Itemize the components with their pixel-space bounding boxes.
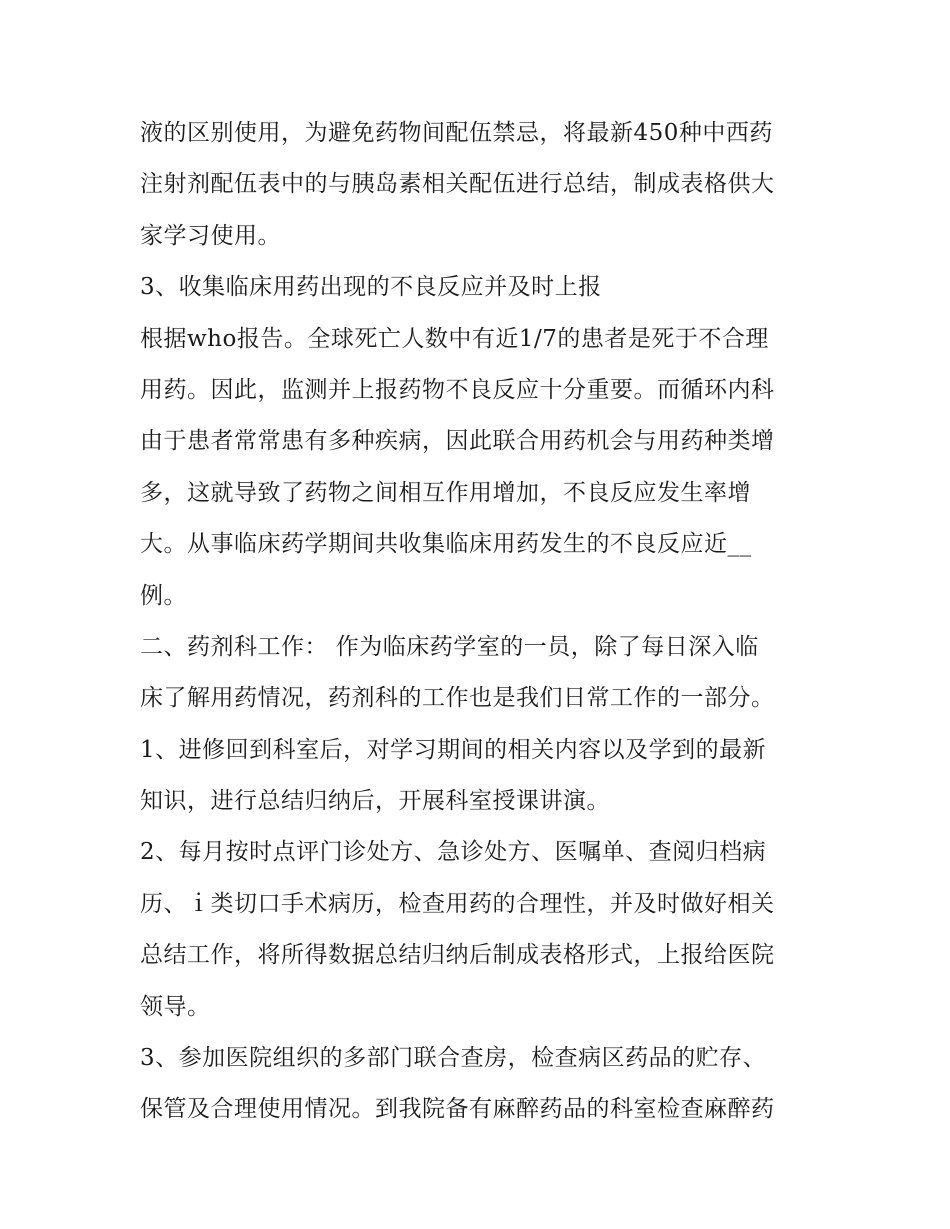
text-line: 领导。: [140, 993, 211, 1020]
text-line: 总结工作，将所得数据总结归纳后制成表格形式，上报给医院: [140, 942, 775, 969]
text-line: 大。从事临床药学期间共收集临床用药发生的不良反应近__: [140, 531, 752, 558]
list-item: 1、进修回到科室后，对学习期间的相关内容以及学到的最新: [140, 736, 767, 763]
text-line: 保管及合理使用情况。到我院备有麻醉药品的科室检查麻醉药: [140, 1096, 775, 1123]
text-line: 多，这就导致了药物之间相互作用增加，不良反应发生率增: [140, 479, 751, 506]
section-heading: 3、收集临床用药出现的不良反应并及时上报: [140, 274, 602, 301]
list-item: 2、每月按时点评门诊处方、急诊处方、医嘱单、查阅归档病: [140, 839, 767, 866]
text-line: 例。: [140, 582, 187, 609]
document-body: [140, 108, 820, 1136]
text-line: 床了解用药情况，药剂科的工作也是我们日常工作的一部分。: [140, 685, 775, 712]
text-line: 液的区别使用，为避免药物间配伍禁忌，将最新450种中西药: [140, 120, 773, 146]
text-line: 家学习使用。: [140, 222, 281, 249]
text-line: 历、ｉ类切口手术病历，检查用药的合理性，并及时做好相关: [140, 890, 775, 917]
text-line: 根据who报告。全球死亡人数中有近1/7的患者是死于不合理: [140, 325, 769, 352]
text-line: 由于患者常常患有多种疾病，因此联合用药机会与用药种类增: [140, 428, 775, 455]
text-line: 用药。因此，监测并上报药物不良反应十分重要。而循环内科: [140, 376, 775, 403]
list-item: 3、参加医院组织的多部门联合查房，检查病区药品的贮存、: [140, 1045, 767, 1072]
section-heading: 二、药剂科工作： 作为临床药学室的一员，除了每日深入临: [140, 633, 759, 660]
text-line: 注射剂配伍表中的与胰岛素相关配伍进行总结，制成表格供大: [140, 171, 775, 198]
text-line: 知识，进行总结归纳后，开展科室授课讲演。: [140, 788, 610, 815]
